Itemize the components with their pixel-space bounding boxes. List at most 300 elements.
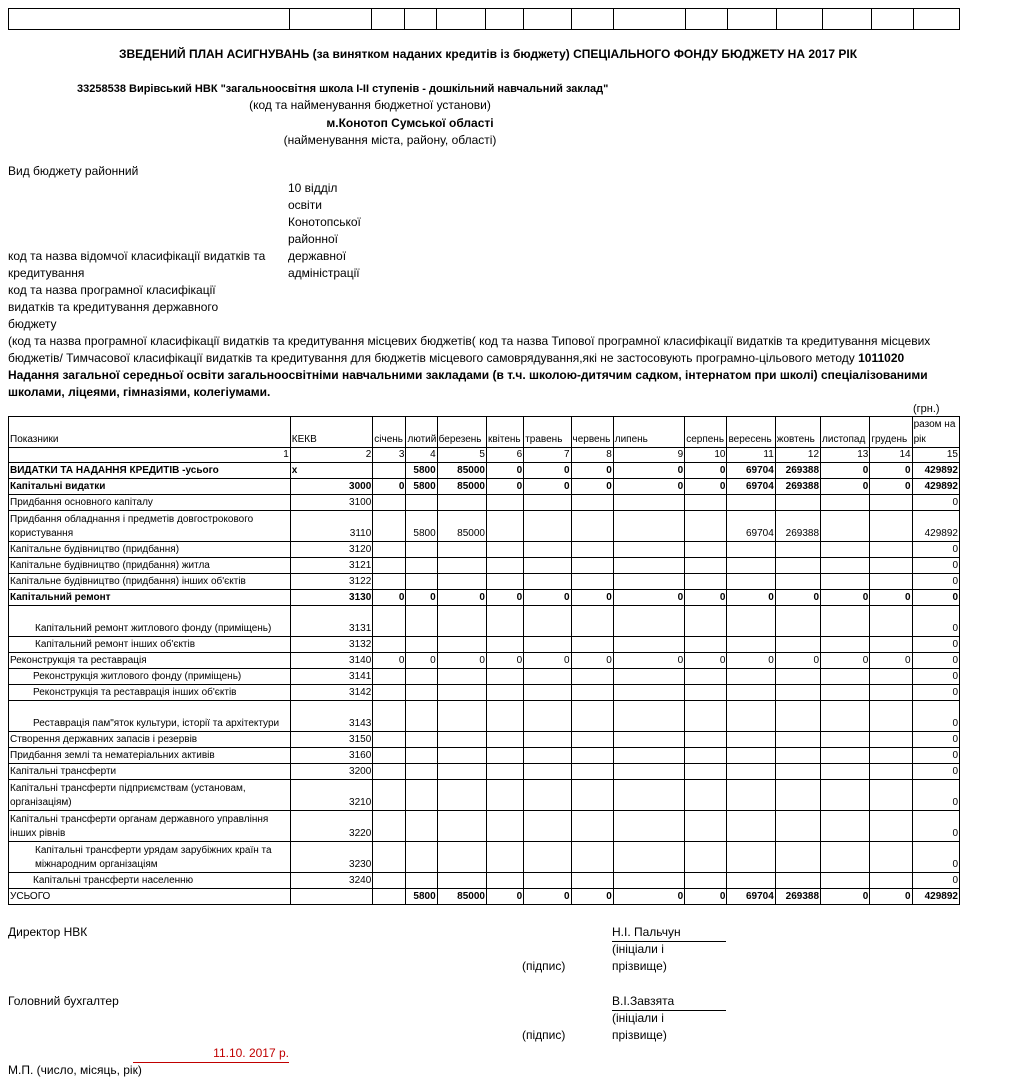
page-title: ЗВЕДЕНИЙ ПЛАН АСИГНУВАНЬ (за винятком наданих кредитів із бюджету) СПЕЦІАЛЬНОГО ФОНДУ БЮДЖЕТУ НА 2017 РІК [118,47,858,61]
row-value [437,669,486,685]
row-value [406,574,437,590]
document-date: 11.10. 2017 р. [133,1045,289,1063]
row-value [406,701,437,732]
column-number: 10 [685,448,727,463]
row-value [727,748,775,764]
row-value [685,606,727,637]
row-value: 0 [912,701,959,732]
column-header: липень [613,417,684,448]
row-value [486,748,523,764]
table-row [9,479,960,495]
row-value: 0 [912,637,959,653]
row-value [821,685,870,701]
row-value [571,764,613,780]
row-value [870,873,912,889]
row-value [406,685,437,701]
row-value [613,574,684,590]
row-value: 5800 [406,479,437,495]
director-signature-caption: (підпис) [522,959,566,973]
row-value [613,685,684,701]
row-value: 0 [571,889,613,905]
row-value [685,811,727,842]
row-value [571,511,613,542]
row-value: 69704 [727,889,775,905]
strip-cell [572,9,614,30]
row-value: 0 [912,811,959,842]
column-header: жовтень [775,417,820,448]
row-value [437,811,486,842]
row-label: Придбання основного капіталу [9,495,291,511]
row-value [727,873,775,889]
strip-cell [728,9,777,30]
row-value: 5800 [406,511,437,542]
row-value [727,637,775,653]
table-row [9,637,960,653]
row-value: 0 [912,748,959,764]
row-value [571,495,613,511]
department-label: код та назва відомчої класифікації видатків та кредитування [8,249,266,280]
row-value [437,764,486,780]
row-value [406,558,437,574]
row-value [821,764,870,780]
row-kekv: 3150 [290,732,373,748]
table-row [9,685,960,701]
row-value: 0 [571,590,613,606]
row-value: 429892 [912,511,959,542]
row-value [775,495,820,511]
row-value: 269388 [775,889,820,905]
row-kekv: 3210 [290,780,373,811]
row-value [571,701,613,732]
department-line: освіти [288,198,322,212]
row-value [486,701,523,732]
row-value [685,558,727,574]
row-label: ВИДАТКИ ТА НАДАННЯ КРЕДИТІВ -усього [9,463,291,479]
row-value [524,669,571,685]
row-value: 85000 [437,511,486,542]
row-value: 0 [775,590,820,606]
row-value: 69704 [727,479,775,495]
city-name: м.Конотоп Сумської області [326,116,494,130]
row-value: 0 [912,764,959,780]
row-value [685,873,727,889]
row-value [613,701,684,732]
table-row [9,606,960,637]
row-value: 429892 [912,479,959,495]
row-value [775,732,820,748]
row-value: 0 [613,590,684,606]
director-name: Н.І. Пальчун [612,924,726,942]
table-row [9,889,960,905]
row-label: Капітальні трансферти [9,764,291,780]
row-label: Реставрація пам"яток культури, історії та архітектури [9,701,291,732]
row-kekv: 3143 [290,701,373,732]
row-value: 0 [373,590,406,606]
row-kekv: 3141 [290,669,373,685]
stamp-caption: М.П. (число, місяць, рік) [8,1063,142,1077]
city-caption: (найменування міста, району, області) [283,133,497,147]
row-value: 0 [613,463,684,479]
row-value [821,780,870,811]
column-number: 3 [373,448,406,463]
local-program-text: (код та назва програмної класифікації видатків та кредитування місцевих бюджетів( код та назва Типової програмної класифікації видатків та кредитування місцевих бюджетів/ Тимчасової класифікації видатків та кредитування для бюджетів місцевого самоврядування,які не застосовують програмно-цільового методу [8,334,931,365]
row-label: Капітальний ремонт [9,590,291,606]
column-number: 11 [727,448,775,463]
row-value: 5800 [406,463,437,479]
row-value: 0 [821,653,870,669]
row-value [373,780,406,811]
column-number: 6 [486,448,523,463]
institution-caption: (код та найменування бюджетної установи) [249,98,491,112]
column-number: 9 [613,448,684,463]
row-value [727,780,775,811]
row-value: 0 [912,780,959,811]
row-value [524,811,571,842]
row-value [373,669,406,685]
row-value [406,732,437,748]
row-value: 269388 [775,463,820,479]
row-value [775,748,820,764]
row-value: 0 [486,653,523,669]
row-value [821,811,870,842]
row-kekv: 3200 [290,764,373,780]
row-value: 269388 [775,479,820,495]
accountant-label: Головний бухгалтер [8,994,119,1008]
row-label: УСЬОГО [9,889,291,905]
row-value [486,780,523,811]
row-value [373,842,406,873]
row-kekv: 3160 [290,748,373,764]
row-value [406,780,437,811]
row-value [870,842,912,873]
strip-cell [823,9,872,30]
row-value [373,701,406,732]
row-value [486,606,523,637]
row-value: 0 [727,590,775,606]
row-value [524,542,571,558]
row-value: 0 [613,889,684,905]
row-label: Капітальне будівництво (придбання) інших об'єктів [9,574,291,590]
row-value [613,558,684,574]
row-kekv: 3122 [290,574,373,590]
row-value [524,495,571,511]
row-value [373,574,406,590]
strip-cell [872,9,914,30]
column-header: квітень [486,417,523,448]
row-value: 0 [870,590,912,606]
row-value: 0 [912,495,959,511]
row-value [524,780,571,811]
row-value [373,463,406,479]
row-value [870,558,912,574]
column-header: лютий [406,417,437,448]
row-value: 0 [486,590,523,606]
table-row [9,764,960,780]
row-value [685,495,727,511]
row-value [486,669,523,685]
row-value [437,873,486,889]
row-label: Реконструкція житлового фонду (приміщень) [9,669,291,685]
column-header: серпень [685,417,727,448]
row-value [775,669,820,685]
row-value [821,542,870,558]
column-number: 8 [571,448,613,463]
row-value [821,495,870,511]
row-value [775,701,820,732]
row-value [685,669,727,685]
accountant-signature-caption: (підпис) [522,1028,566,1042]
row-value: 0 [406,590,437,606]
row-value [685,511,727,542]
row-value [685,637,727,653]
row-value [685,748,727,764]
row-value [571,842,613,873]
row-value [727,542,775,558]
row-value [613,748,684,764]
row-value [524,842,571,873]
row-value [571,542,613,558]
row-value [437,842,486,873]
row-value [821,732,870,748]
row-value [870,542,912,558]
row-value [821,842,870,873]
row-value [486,558,523,574]
strip-cell [614,9,686,30]
row-value [406,495,437,511]
row-label: Капітальне будівництво (придбання) [9,542,291,558]
row-label: Реконструкція та реставрація [9,653,291,669]
table-row [9,701,960,732]
row-value: 0 [912,732,959,748]
row-value [870,637,912,653]
row-value [685,542,727,558]
row-value [727,669,775,685]
row-value: 0 [912,842,959,873]
row-kekv: 3220 [290,811,373,842]
table-row [9,811,960,842]
row-value [613,764,684,780]
row-value [685,685,727,701]
row-value: 0 [406,653,437,669]
row-value: 0 [870,653,912,669]
row-value: 0 [524,463,571,479]
row-value [571,637,613,653]
column-number: 1 [9,448,291,463]
row-value: 0 [685,479,727,495]
budget-type: Вид бюджету районний [8,164,139,178]
row-value [486,637,523,653]
row-value: 429892 [912,889,959,905]
row-label: Капітальні трансферти органам державного управління інших рівнів [9,811,291,842]
row-value [406,873,437,889]
row-value [373,873,406,889]
row-value [486,685,523,701]
column-number: 15 [912,448,959,463]
department-line: державної [288,249,347,263]
row-value [870,606,912,637]
row-value [775,542,820,558]
row-value [685,574,727,590]
strip-cell [686,9,728,30]
table-row [9,873,960,889]
row-value [775,574,820,590]
row-value: 0 [524,889,571,905]
row-value [775,873,820,889]
row-value [870,701,912,732]
row-kekv: 3121 [290,558,373,574]
row-kekv: 3131 [290,606,373,637]
row-kekv: 3110 [290,511,373,542]
row-value [613,669,684,685]
row-value [613,606,684,637]
row-value [870,511,912,542]
row-label: Капітальні трансферти підприємствам (установам, організаціям) [9,780,291,811]
row-kekv: 3140 [290,653,373,669]
row-kekv: 3120 [290,542,373,558]
row-value [524,764,571,780]
row-value [821,558,870,574]
column-header: травень [524,417,571,448]
row-value [524,873,571,889]
row-value [727,558,775,574]
column-header: разом на рік [912,417,959,448]
row-value [571,574,613,590]
row-value [486,495,523,511]
column-number: 7 [524,448,571,463]
column-header: КЕКВ [290,417,373,448]
row-value: 0 [912,669,959,685]
department-line: 10 відділ [288,181,338,195]
row-value [406,669,437,685]
column-number: 13 [821,448,870,463]
row-value [775,606,820,637]
accountant-initials-caption-2: прізвище) [612,1028,667,1042]
row-value [373,606,406,637]
row-value [821,701,870,732]
row-value [870,574,912,590]
row-value [571,780,613,811]
director-label: Директор НВК [8,925,88,939]
column-header: грудень [870,417,912,448]
table-row [9,748,960,764]
column-number: 2 [290,448,373,463]
row-value [685,701,727,732]
row-value [486,873,523,889]
strip-cell [914,9,960,30]
row-value [613,780,684,811]
row-value: 0 [613,653,684,669]
row-value [437,574,486,590]
row-value: 0 [524,653,571,669]
row-value: 0 [870,479,912,495]
row-value [524,574,571,590]
row-value [870,748,912,764]
row-value [613,511,684,542]
row-value [486,732,523,748]
row-value [437,732,486,748]
table-column-numbers-row [9,448,960,463]
row-value [870,764,912,780]
row-value [524,606,571,637]
row-value [775,780,820,811]
row-value [613,637,684,653]
row-value: 0 [912,590,959,606]
row-value [406,748,437,764]
row-label: Капітальні видатки [9,479,291,495]
row-kekv: 3230 [290,842,373,873]
department-line: адміністрації [288,266,360,280]
row-value [821,873,870,889]
unit-label: (грн.) [913,403,940,415]
row-value: 0 [727,653,775,669]
strip-cell [437,9,486,30]
strip-cell [9,9,290,30]
row-label: Капітальний ремонт житлового фонду (приміщень) [9,606,291,637]
row-value [437,701,486,732]
accountant-name: В.І.Завзята [612,993,726,1011]
column-number: 14 [870,448,912,463]
row-value [685,764,727,780]
row-label: Реконструкція та реставрація інших об'єктів [9,685,291,701]
row-label: Капітальні трансферти населенню [9,873,291,889]
table-row [9,463,960,479]
row-value [571,606,613,637]
row-value [870,780,912,811]
row-value [373,811,406,842]
row-value [373,764,406,780]
row-kekv [290,889,373,905]
table-row [9,732,960,748]
row-value [406,764,437,780]
row-value [821,574,870,590]
row-value [685,780,727,811]
row-value [870,811,912,842]
row-value [437,637,486,653]
row-value: 0 [613,479,684,495]
row-value [727,701,775,732]
row-value: 0 [685,463,727,479]
row-value [524,511,571,542]
row-label: Створення державних запасів і резервів [9,732,291,748]
row-value [486,811,523,842]
strip-cell [777,9,823,30]
row-value [685,842,727,873]
row-value [406,811,437,842]
row-value [486,842,523,873]
top-empty-strip [8,8,960,30]
row-value: 0 [685,653,727,669]
row-value: 429892 [912,463,959,479]
allocation-table [8,416,960,905]
row-value [406,606,437,637]
row-value [437,495,486,511]
column-header: Показники [9,417,291,448]
strip-cell [405,9,437,30]
row-value [775,842,820,873]
strip-cell [290,9,372,30]
table-header-row [9,417,960,448]
row-value [524,701,571,732]
row-value: 0 [486,479,523,495]
row-value [821,669,870,685]
row-value: 85000 [437,463,486,479]
row-value [821,637,870,653]
row-value: 0 [437,653,486,669]
row-value [486,511,523,542]
row-value [727,685,775,701]
row-value: 0 [912,542,959,558]
row-value [524,685,571,701]
